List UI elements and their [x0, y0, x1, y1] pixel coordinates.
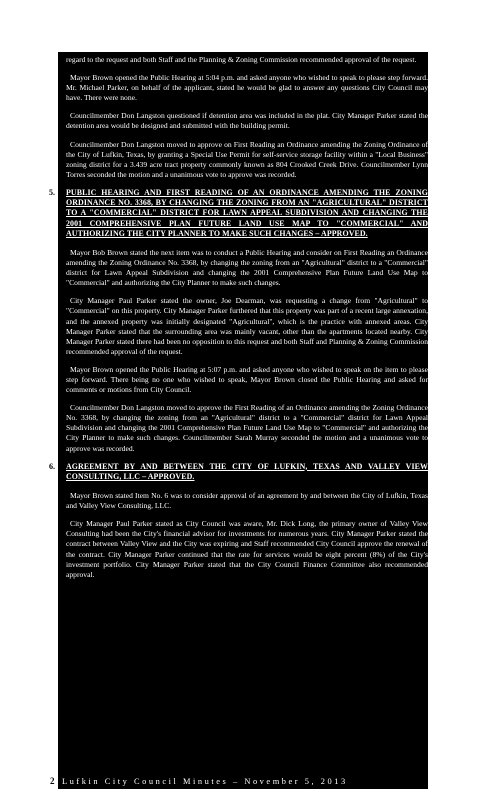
running-title: Lufkin City Council Minutes – November 5, 2013: [62, 776, 348, 786]
intro-paragraph-1: regard to the request and both Staff and the Planning & Zoning Commission recommended approval of the request.: [66, 55, 417, 64]
page-number: 2: [50, 776, 55, 786]
agenda-item-title: PUBLIC HEARING AND FIRST READING OF AN ORDINANCE AMENDING THE ZONING ORDINANCE NO. 3368, BY CHANGING THE ZONING FROM AN "AGRICULTURAL" DISTRICT TO A "COMMERCIAL" DISTRICT FOR LAWN APPEAL SUBDIVISION AND CHANGING THE 2001 COMPREHENSIVE PLAN FUTURE LAND USE MAP TO "COMMERCIAL" AND AUTHORIZING THE CITY PLANNER TO MAKE SUCH CHANGES – APPROVED.: [66, 187, 428, 238]
item6-paragraph-1: Mayor Brown stated Item No. 6 was to consider approval of an agreement by and between the City of Lufkin, Texas and Valley View Consulting, LLC.: [66, 491, 428, 511]
page-footer: [50, 774, 370, 788]
agenda-item-6: [49, 461, 428, 482]
intro-paragraph-2: Mayor Brown opened the Public Hearing at 5:04 p.m. and asked anyone who wished to speak to please step forward. Mr. Michael Parker, on behalf of the applicant, stated he would be glad to answer any questions City Council may have. There were none.: [66, 73, 428, 103]
item5-paragraph-4: Councilmember Don Langston moved to approve the First Reading of an Ordinance amending the Zoning Ordinance No. 3368, by changing the zoning from an "Agricultural" district to a "Commercial" district for Lawn Appeal Subdivision and changing the 2001 Comprehensive Plan Future Land Use Map to "Commercial" and authorizing the City Planner to make such changes. Councilmember Sarah Murray seconded the motion and a unanimous vote to approve was recorded.: [66, 403, 428, 453]
item6-paragraph-2: City Manager Paul Parker stated as City Council was aware, Mr. Dick Long, the primary owner of Valley View Consulting had been the City's financial advisor for investments for numerous years. City Manager Parker stated the contract between Valley View and the City was expiring and Staff recommended City Council approve the renewal of the contract. City Manager Parker continued that the rate for services would be eight percent (8%) of the City's investment portfolio. City Manager Parker stated that the City Council Finance Committee also recommended approval.: [66, 519, 428, 579]
item5-paragraph-1: Mayor Bob Brown stated the next item was to conduct a Public Hearing and consider on First Reading an Ordinance amending the Zoning Ordinance No. 3368, by changing the zoning from an "Agricultural" district to a "Commercial" district for Lawn Appeal Subdivision and changing the 2001 Comprehensive Plan Future Land Use Map to "Commercial" and authorizing the City Planner to make such changes.: [66, 247, 428, 288]
agenda-item-number: 5.: [49, 187, 55, 197]
item5-paragraph-2: City Manager Paul Parker stated the owner, Joe Dearman, was requesting a change from "Agricultural" to "Commercial" on this property. City Manager Parker furthered that this property was part of a recent large annexation, and the annexed property was initially designated "Agricultural", which is the practice with annexed areas. City Manager Parker stated that the surrounding area was mainly vacant, other than the apartments located nearby. City Manager Parker stated there had been no opposition to this request and both Staff and Planning & Zoning Commission recommended approval of the request.: [66, 296, 428, 356]
agenda-item-5: [49, 187, 428, 239]
agenda-item-title: AGREEMENT BY AND BETWEEN THE CITY OF LUFKIN, TEXAS AND VALLEY VIEW CONSULTING, LLC – APPROVED.: [66, 461, 428, 481]
agenda-item-number: 6.: [49, 461, 55, 471]
intro-paragraph-4: Councilmember Don Langston moved to approve on First Reading an Ordinance amending the Zoning Ordinance of the City of Lufkin, Texas, by granting a Special Use Permit for self-service storage facility within a "Local Business" zoning district for a 3.439 acre tract property commonly known as 804 Crooked Creek Drive. Councilmember Lynn Torres seconded the motion and a unanimous vote to approve was recorded.: [66, 139, 428, 179]
item5-paragraph-3: Mayor Brown opened the Public Hearing at 5:07 p.m. and asked anyone who wished to speak on the item to please step forward. There being no one who wished to speak, Mayor Brown closed the Public Hearing and asked for comments or motions from City Council.: [66, 364, 428, 395]
minutes-body: [49, 55, 428, 588]
intro-paragraph-3: Councilmember Don Langston questioned if detention area was included in the plat. City Manager Parker stated the detention area would be designed and submitted with the building permit.: [66, 111, 428, 131]
